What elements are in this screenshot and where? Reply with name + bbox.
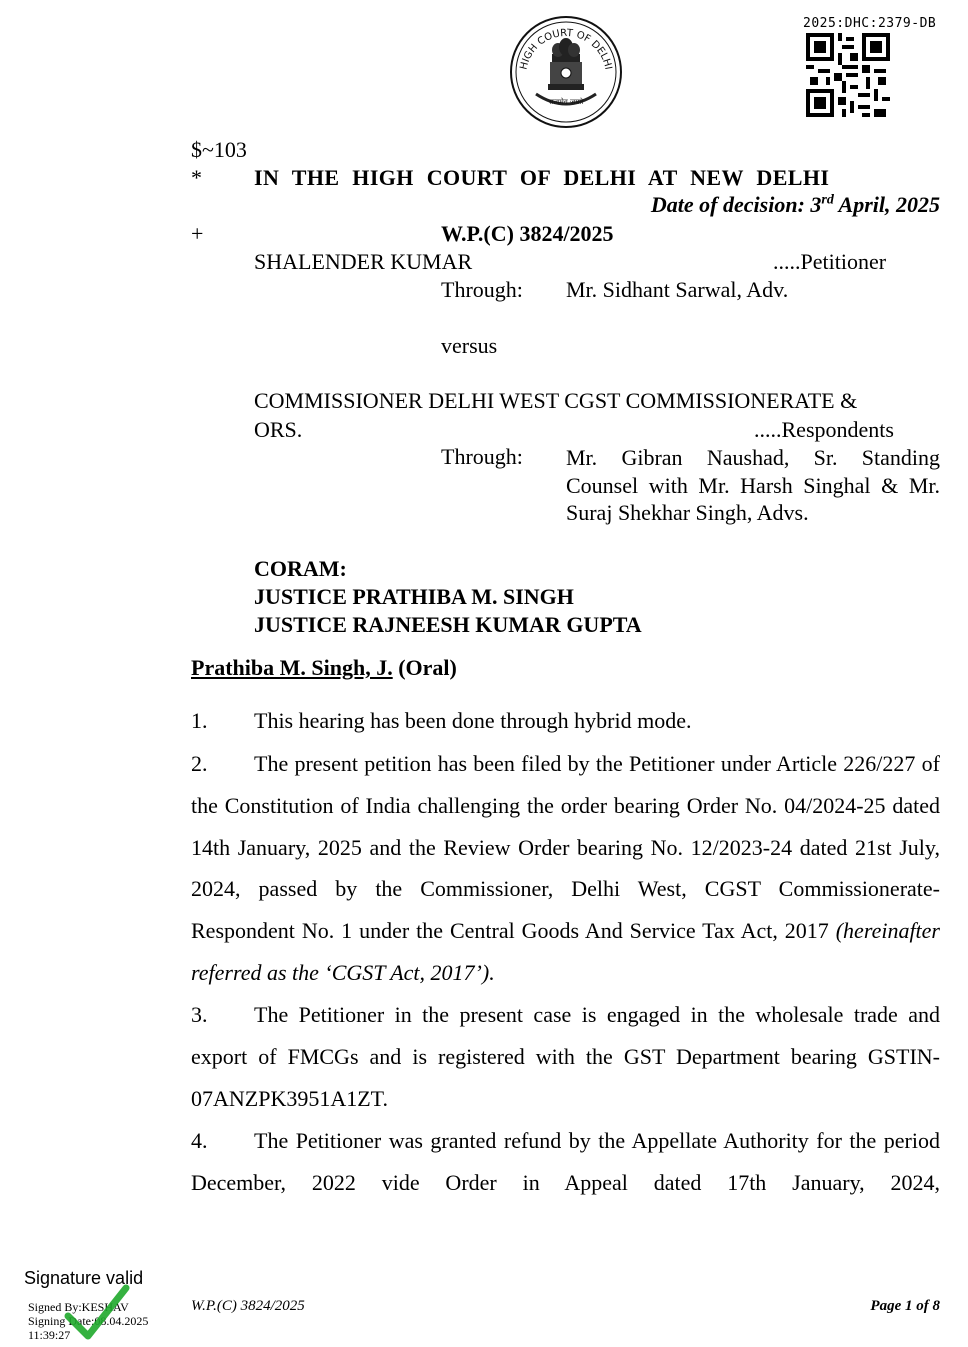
through-label: Through: (441, 277, 523, 302)
respondent-counsel: Mr. Gibran Naushad, Sr. Standing Counsel with Mr. Harsh Singhal & Mr. Suraj Shekhar Singh, Advs. (566, 445, 940, 525)
coram-label: CORAM: (254, 556, 347, 581)
judge-2: JUSTICE RAJNEESH KUMAR GUPTA (254, 612, 642, 637)
page-number: Page 1 of 8 (870, 1298, 940, 1314)
qr-code[interactable] (806, 33, 890, 117)
seal-motto: सत्यमेव जयते (548, 98, 584, 106)
checkmark-icon (62, 1282, 132, 1342)
qr-code-icon (806, 33, 890, 117)
paragraph-3: 3. The Petitioner in the present case is engaged in the wholesale trade and export of FMCGs and is registered with the GST Department bearing GSTIN-07ANZPK3951A1ZT. (191, 1002, 940, 1111)
signing-date: Signing Date:08.04.2025 (28, 1314, 149, 1328)
paragraph-1: 1. This hearing has been done through hybrid mode. (191, 708, 692, 733)
paragraph-4: 4. The Petitioner was granted refund by the Appellate Authority for the period December, 2022 vide Order in Appeal dated 17th January, 2024, (191, 1128, 940, 1195)
signed-by: Signed By:KESHAV (28, 1300, 129, 1314)
reportable-marker: * (191, 165, 202, 190)
judge-1: JUSTICE PRATHIBA M. SINGH (254, 584, 574, 609)
list-number: $~103 (191, 137, 247, 162)
judgment-author: Prathiba M. Singh, J. (Oral) (191, 655, 457, 680)
versus-label: versus (441, 333, 498, 358)
through-label: Through: (441, 444, 523, 469)
footer-case-ref: W.P.(C) 3824/2025 (191, 1298, 305, 1314)
signing-time: 11:39:27 (28, 1328, 71, 1342)
court-title: IN THE HIGH COURT OF DELHI AT NEW DELHI (254, 165, 830, 190)
petitioner-name: SHALENDER KUMAR (254, 249, 473, 274)
court-seal (508, 14, 624, 130)
respondent-name: COMMISSIONER DELHI WEST CGST COMMISSIONERATE & (254, 388, 858, 413)
date-of-decision: Date of decision: 3rd April, 2025 (650, 192, 940, 217)
petitioner-role: .....Petitioner (773, 249, 887, 274)
petitioner-counsel: Mr. Sidhant Sarwal, Adv. (566, 277, 789, 302)
emblem-icon (508, 14, 624, 130)
paragraph-2: 2. The present petition has been filed by the Petitioner under Article 226/227 of the Constitution of India challenging the order bearing Order No. 04/2024-25 dated 14th January, 2025 and the Review Order bearing No. 12/2023-24 dated 21st July, 2024, passed by the Commissioner, Delhi West, CGST Commissionerate- Respondent No. 1 under the Central Goods And Service Tax Act, 2017 (hereinafter referred as the ‘CGST Act, 2017’). (191, 751, 940, 985)
plus-marker: + (191, 221, 204, 246)
respondent-role: .....Respondents (754, 417, 894, 442)
signature-status[interactable]: Signature valid (24, 1268, 144, 1288)
seal-text: HIGH COURT OF DELHI (518, 27, 614, 71)
respondent-name-cont: ORS. (254, 417, 303, 442)
case-number: W.P.(C) 3824/2025 (441, 221, 614, 246)
neutral-citation: 2025:DHC:2379-DB (803, 16, 937, 31)
